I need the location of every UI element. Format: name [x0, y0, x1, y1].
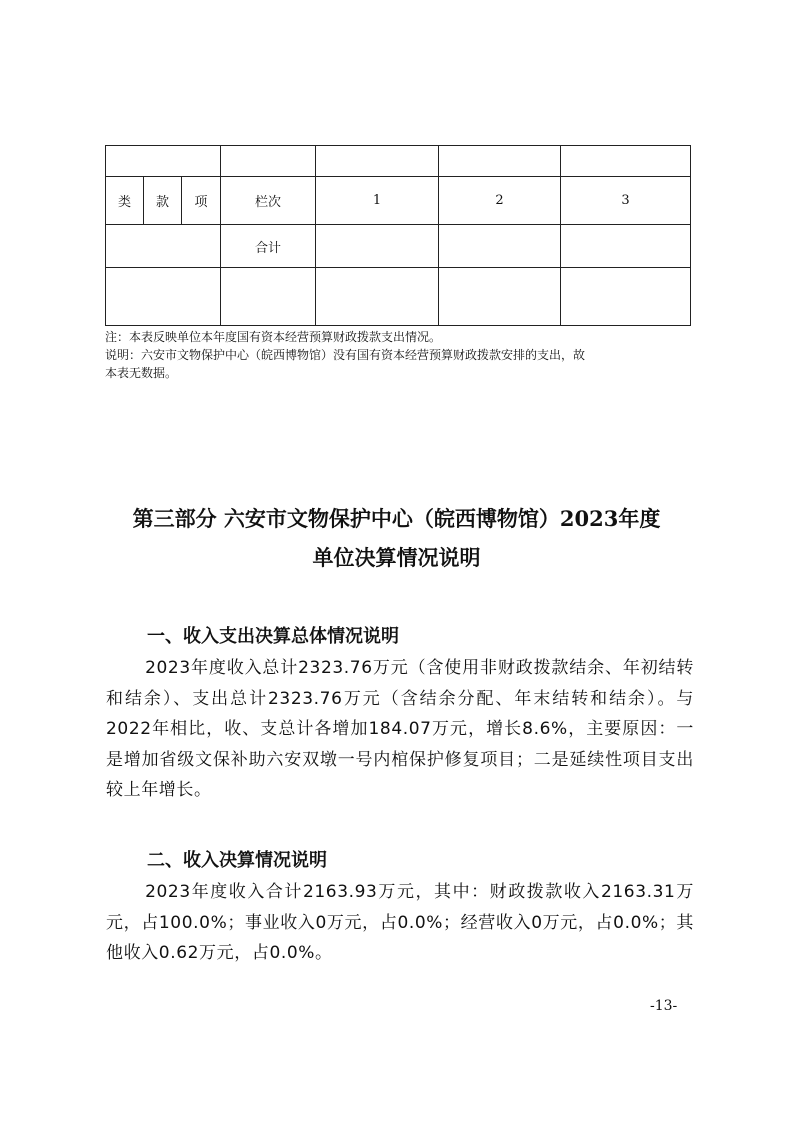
- table-header-row: [106, 177, 691, 225]
- table-cell: [561, 224, 691, 267]
- table-row: [106, 146, 691, 177]
- total-label: 合计: [221, 224, 316, 267]
- table-cell: [561, 146, 691, 177]
- budget-table: [105, 145, 691, 326]
- part-title-line1: 第三部分 六安市文物保护中心（皖西博物馆）2023年度: [132, 506, 661, 531]
- table-note: 注：本表反映单位本年度国有资本经营预算财政拨款支出情况。: [105, 330, 442, 344]
- header-col3: 3: [561, 177, 691, 225]
- table-cell: [439, 268, 561, 326]
- table-cell: [439, 146, 561, 177]
- table-explanation: 说明：六安市文物保护中心（皖西博物馆）没有国有资本经营预算财政拨款安排的支出，故: [105, 348, 586, 362]
- table-explanation-cont: 本表无数据。: [105, 366, 178, 380]
- part-title-line2: 单位决算情况说明: [312, 545, 481, 570]
- table-cell: [561, 268, 691, 326]
- table-cell: [106, 268, 221, 326]
- table-cell: [221, 146, 316, 177]
- table-row: [106, 268, 691, 326]
- header-xiang: 项: [182, 177, 221, 225]
- table-cell: [316, 268, 439, 326]
- header-kuan: 款: [144, 177, 182, 225]
- header-col1: 1: [316, 177, 439, 225]
- table-cell: [106, 224, 221, 267]
- table-cell: [439, 224, 561, 267]
- table-cell: [106, 146, 221, 177]
- page-number: -13-: [650, 998, 678, 1014]
- table-cell: [316, 224, 439, 267]
- table-cell: [316, 146, 439, 177]
- table-cell: [221, 268, 316, 326]
- header-lanci: 栏次: [221, 177, 316, 225]
- section1-heading: 一、收入支出决算总体情况说明: [147, 626, 399, 647]
- section2-heading: 二、收入决算情况说明: [147, 850, 327, 871]
- header-lei: 类: [106, 177, 144, 225]
- section2-body: 2023年度收入合计2163.93万元，其中：财政拨款收入2163.31万元，占100.0%；事业收入0万元，占0.0%；经营收入0万元，占0.0%；其他收入0.62万元，占0.0%。: [106, 882, 694, 964]
- table-total-row: [106, 224, 691, 267]
- section1-body: 2023年度收入总计2323.76万元（含使用非财政拨款结余、年初结转和结余）、支出总计2323.76万元（含结余分配、年末结转和结余）。与2022年相比，收、支总计各增加184.07万元，增长8.6%，主要原因：一是增加省级文保补助六安双墩一号内棺保护修复项目；二是延续性项目支出较上年增长。: [106, 658, 694, 801]
- header-col2: 2: [439, 177, 561, 225]
